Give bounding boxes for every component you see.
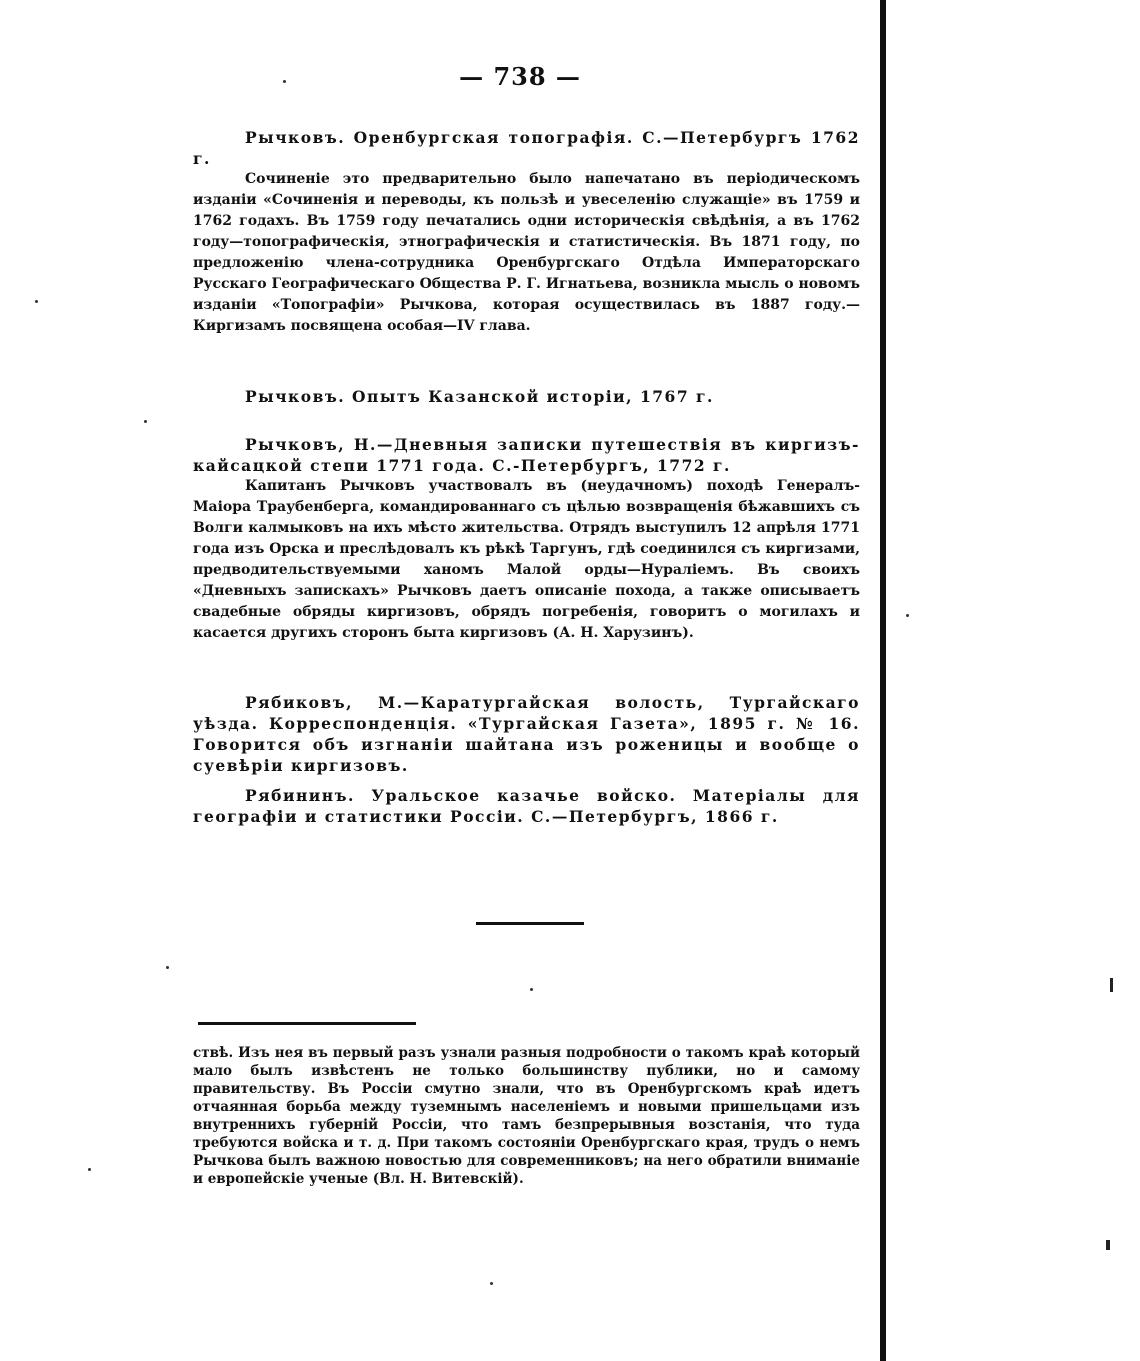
scan-speck: [906, 614, 909, 617]
bibliography-entry: [193, 127, 860, 337]
entry-heading: Рычковъ. Опытъ Казанской исторіи, 1767 г.: [245, 387, 714, 406]
edge-mark: [1110, 978, 1113, 992]
bibliography-entry: [193, 692, 860, 776]
entry-heading: Рябиковъ, М.—Каратургайская волость, Тургайскаго уѣзда. Корреспонденція. «Тургайская Газета», 1895 г. № 16. Говорится объ изгнаніи шайтана изъ роженицы и вообще о суевѣріи киргизовъ.: [193, 693, 860, 775]
section-divider: [476, 922, 584, 925]
footnote-text: ствѣ. Изъ нея въ первый разъ узнали разныя подробности о такомъ краѣ который мало былъ извѣстенъ не только большинству публики, но и самому правительству. Въ Россіи смутно знали, что въ Оренбургскомъ краѣ идетъ отчаянная борьба между туземнымъ населеніемъ и новыми пришельцами изъ внутреннихъ губерній Россіи, что тамъ безпрерывныя возстанія, что туда требуются войска и т. д. При такомъ состояніи Оренбургскаго края, трудъ о немъ Рычкова былъ важною новостью для современниковъ; на него обратили вниманіе и европейскіе ученые (Вл. Н. Витевскій).: [193, 1045, 860, 1187]
bibliography-entry: [193, 386, 860, 407]
page-number: — 738 —: [459, 62, 581, 91]
bibliography-entry: [193, 434, 860, 644]
scan-speck: [490, 1282, 493, 1285]
page-spine-line: [880, 0, 886, 1361]
edge-mark: [1106, 1240, 1110, 1250]
scan-speck: [530, 988, 533, 991]
entry-heading: Рычковъ. Оренбургская топографія. С.—Петербургъ 1762 г.: [193, 128, 860, 168]
entry-annotation: Капитанъ Рычковъ участвовалъ въ (неудачномъ) походѣ Генералъ-Маіора Траубенберга, командированнаго съ цѣлью возвращенія бѣжавшихъ съ Волги калмыковъ на ихъ мѣсто жительства. Отрядъ выступилъ 12 апрѣля 1771 года изъ Орска и преслѣдовалъ къ рѣкѣ Таргунъ, гдѣ соединился съ киргизами, предводительствуемыми ханомъ Малой орды—Нуралiемъ. Въ своихъ «Дневныхъ запискахъ» Рычковъ даетъ описаніе похода, а также описываетъ свадебные обряды киргизовъ, обрядъ погребенія, говоритъ о могилахъ и касается другихъ сторонъ быта киргизовъ (А. Н. Харузинъ).: [193, 478, 860, 641]
scan-speck: [88, 1168, 91, 1171]
footnote-divider: [198, 1022, 416, 1025]
scan-speck: [166, 966, 169, 969]
bibliography-entry: [193, 785, 860, 827]
scan-speck: [144, 420, 147, 423]
entry-heading: Рычковъ, Н.—Дневныя записки путешествія въ киргизъ-кайсацкой степи 1771 года. С.-Петербургъ, 1772 г.: [193, 435, 860, 475]
entry-heading: Рябининъ. Уральское казачье войско. Матеріалы для географіи и статистики Россіи. С.—Петербургъ, 1866 г.: [193, 786, 860, 826]
entry-annotation: Сочиненіе это предварительно было напечатано въ періодическомъ изданіи «Сочиненія и переводы, къ пользѣ и увеселенію служащіе» въ 1759 и 1762 годахъ. Въ 1759 году печатались одни историческія свѣдѣнія, а въ 1762 году—топографическія, этнографическія и статистическія. Въ 1871 году, по предложенію члена-сотрудника Оренбургскаго Отдѣла Императорскаго Русскаго Географическаго Общества Р. Г. Игнатьева, возникла мысль о новомъ изданіи «Топографіи» Рычкова, которая осуществилась въ 1887 году.—Киргизамъ посвящена особая—IV глава.: [193, 171, 860, 334]
scan-speck: [35, 300, 38, 303]
